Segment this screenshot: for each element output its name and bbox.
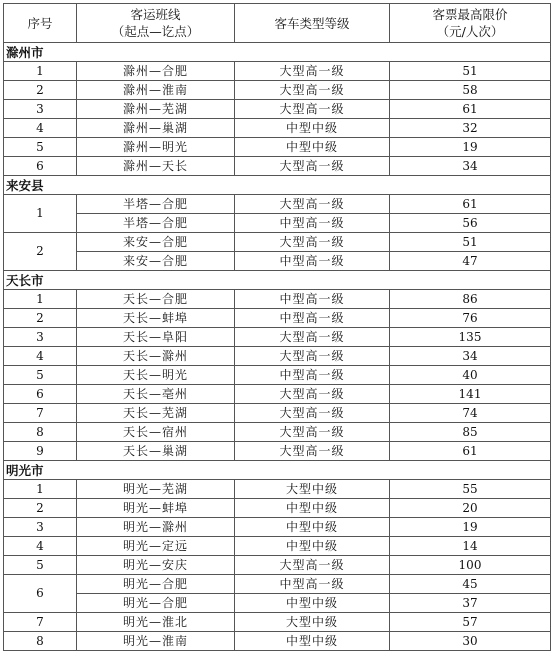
price-cell: 100 xyxy=(390,556,551,575)
route-cell: 明光—淮南 xyxy=(77,632,235,651)
seq-cell: 5 xyxy=(4,366,77,385)
grade-cell: 中型高一级 xyxy=(235,290,390,309)
grade-cell: 大型高一级 xyxy=(235,100,390,119)
route-cell: 明光—安庆 xyxy=(77,556,235,575)
table-row xyxy=(4,252,551,271)
header-route-line2: （起点—讫点） xyxy=(111,24,200,39)
route-cell: 天长—芜湖 xyxy=(77,404,235,423)
route-cell: 来安—合肥 xyxy=(77,233,235,252)
grade-cell: 大型高一级 xyxy=(235,62,390,81)
seq-cell: 7 xyxy=(4,613,77,632)
route-cell: 明光—蚌埠 xyxy=(77,499,235,518)
seq-cell: 4 xyxy=(4,537,77,556)
section-title: 明光市 xyxy=(4,461,551,480)
table-row xyxy=(4,556,551,575)
table-row xyxy=(4,100,551,119)
section-title: 滁州市 xyxy=(4,43,551,62)
table-row xyxy=(4,594,551,613)
route-cell: 来安—合肥 xyxy=(77,252,235,271)
price-cell: 34 xyxy=(390,347,551,366)
seq-cell: 3 xyxy=(4,518,77,537)
table-row xyxy=(4,385,551,404)
route-cell: 滁州—合肥 xyxy=(77,62,235,81)
grade-cell: 大型中级 xyxy=(235,613,390,632)
seq-cell: 7 xyxy=(4,404,77,423)
price-cell: 37 xyxy=(390,594,551,613)
seq-cell: 4 xyxy=(4,347,77,366)
table-row xyxy=(4,328,551,347)
header-price-line1: 客票最高限价 xyxy=(432,7,508,22)
price-cell: 61 xyxy=(390,442,551,461)
grade-cell: 大型高一级 xyxy=(235,404,390,423)
seq-cell: 5 xyxy=(4,138,77,157)
table-row xyxy=(4,138,551,157)
header-row xyxy=(4,4,551,43)
table-row xyxy=(4,632,551,651)
fare-limit-table xyxy=(3,3,551,651)
grade-cell: 大型高一级 xyxy=(235,385,390,404)
page xyxy=(3,3,551,651)
grade-cell: 大型高一级 xyxy=(235,233,390,252)
price-cell: 19 xyxy=(390,138,551,157)
route-cell: 滁州—巢湖 xyxy=(77,119,235,138)
route-cell: 滁州—天长 xyxy=(77,157,235,176)
price-cell: 30 xyxy=(390,632,551,651)
route-cell: 天长—宿州 xyxy=(77,423,235,442)
table-body xyxy=(4,43,551,651)
route-cell: 明光—滁州 xyxy=(77,518,235,537)
header-route xyxy=(77,4,235,43)
price-cell: 61 xyxy=(390,195,551,214)
table-row xyxy=(4,347,551,366)
price-cell: 19 xyxy=(390,518,551,537)
seq-cell: 2 xyxy=(4,309,77,328)
grade-cell: 中型中级 xyxy=(235,138,390,157)
seq-cell: 1 xyxy=(4,195,77,233)
grade-cell: 大型中级 xyxy=(235,480,390,499)
grade-cell: 中型中级 xyxy=(235,518,390,537)
route-cell: 天长—蚌埠 xyxy=(77,309,235,328)
price-cell: 51 xyxy=(390,233,551,252)
price-cell: 141 xyxy=(390,385,551,404)
seq-cell: 8 xyxy=(4,632,77,651)
table-row xyxy=(4,499,551,518)
header-grade: 客车类型等级 xyxy=(235,4,390,43)
table-row xyxy=(4,575,551,594)
price-cell: 47 xyxy=(390,252,551,271)
header-seq: 序号 xyxy=(4,4,77,43)
table-row xyxy=(4,119,551,138)
table-row xyxy=(4,518,551,537)
grade-cell: 中型高一级 xyxy=(235,309,390,328)
price-cell: 40 xyxy=(390,366,551,385)
route-cell: 滁州—淮南 xyxy=(77,81,235,100)
table-row xyxy=(4,195,551,214)
price-cell: 86 xyxy=(390,290,551,309)
table-row xyxy=(4,423,551,442)
grade-cell: 中型中级 xyxy=(235,499,390,518)
table-row xyxy=(4,480,551,499)
price-cell: 56 xyxy=(390,214,551,233)
seq-cell: 1 xyxy=(4,62,77,81)
price-cell: 57 xyxy=(390,613,551,632)
seq-cell: 1 xyxy=(4,480,77,499)
route-cell: 滁州—芜湖 xyxy=(77,100,235,119)
table-row xyxy=(4,233,551,252)
table-row xyxy=(4,214,551,233)
route-cell: 滁州—明光 xyxy=(77,138,235,157)
table-row xyxy=(4,442,551,461)
grade-cell: 大型高一级 xyxy=(235,442,390,461)
seq-cell: 8 xyxy=(4,423,77,442)
route-cell: 天长—明光 xyxy=(77,366,235,385)
route-cell: 明光—定远 xyxy=(77,537,235,556)
section-title: 来安县 xyxy=(4,176,551,195)
grade-cell: 大型高一级 xyxy=(235,81,390,100)
table-row xyxy=(4,404,551,423)
section-row xyxy=(4,271,551,290)
seq-cell: 2 xyxy=(4,499,77,518)
route-cell: 天长—巢湖 xyxy=(77,442,235,461)
header-price-line2: （元/人次） xyxy=(436,24,504,39)
route-cell: 天长—滁州 xyxy=(77,347,235,366)
table-header xyxy=(4,4,551,43)
table-row xyxy=(4,366,551,385)
grade-cell: 大型高一级 xyxy=(235,347,390,366)
table-row xyxy=(4,290,551,309)
price-cell: 14 xyxy=(390,537,551,556)
grade-cell: 中型中级 xyxy=(235,537,390,556)
grade-cell: 大型高一级 xyxy=(235,423,390,442)
seq-cell: 4 xyxy=(4,119,77,138)
grade-cell: 中型中级 xyxy=(235,594,390,613)
price-cell: 85 xyxy=(390,423,551,442)
route-cell: 半塔—合肥 xyxy=(77,195,235,214)
price-cell: 76 xyxy=(390,309,551,328)
route-cell: 明光—芜湖 xyxy=(77,480,235,499)
seq-cell: 6 xyxy=(4,157,77,176)
price-cell: 135 xyxy=(390,328,551,347)
grade-cell: 中型中级 xyxy=(235,632,390,651)
grade-cell: 大型高一级 xyxy=(235,328,390,347)
grade-cell: 大型高一级 xyxy=(235,556,390,575)
price-cell: 74 xyxy=(390,404,551,423)
price-cell: 20 xyxy=(390,499,551,518)
route-cell: 明光—淮北 xyxy=(77,613,235,632)
section-title: 天长市 xyxy=(4,271,551,290)
header-price xyxy=(390,4,551,43)
price-cell: 34 xyxy=(390,157,551,176)
price-cell: 61 xyxy=(390,100,551,119)
route-cell: 天长—亳州 xyxy=(77,385,235,404)
grade-cell: 中型高一级 xyxy=(235,366,390,385)
seq-cell: 2 xyxy=(4,81,77,100)
table-row xyxy=(4,157,551,176)
route-cell: 天长—合肥 xyxy=(77,290,235,309)
seq-cell: 6 xyxy=(4,575,77,613)
table-row xyxy=(4,309,551,328)
route-cell: 天长—阜阳 xyxy=(77,328,235,347)
price-cell: 45 xyxy=(390,575,551,594)
grade-cell: 中型高一级 xyxy=(235,575,390,594)
section-row xyxy=(4,43,551,62)
price-cell: 58 xyxy=(390,81,551,100)
seq-cell: 3 xyxy=(4,328,77,347)
route-cell: 明光—合肥 xyxy=(77,594,235,613)
header-route-line1: 客运班线 xyxy=(130,7,181,22)
price-cell: 51 xyxy=(390,62,551,81)
section-row xyxy=(4,461,551,480)
table-row xyxy=(4,537,551,556)
grade-cell: 大型高一级 xyxy=(235,195,390,214)
grade-cell: 中型高一级 xyxy=(235,252,390,271)
grade-cell: 大型高一级 xyxy=(235,157,390,176)
seq-cell: 5 xyxy=(4,556,77,575)
table-row xyxy=(4,62,551,81)
price-cell: 55 xyxy=(390,480,551,499)
route-cell: 半塔—合肥 xyxy=(77,214,235,233)
grade-cell: 中型高一级 xyxy=(235,214,390,233)
seq-cell: 6 xyxy=(4,385,77,404)
seq-cell: 9 xyxy=(4,442,77,461)
seq-cell: 2 xyxy=(4,233,77,271)
seq-cell: 3 xyxy=(4,100,77,119)
section-row xyxy=(4,176,551,195)
table-row xyxy=(4,81,551,100)
price-cell: 32 xyxy=(390,119,551,138)
seq-cell: 1 xyxy=(4,290,77,309)
route-cell: 明光—合肥 xyxy=(77,575,235,594)
grade-cell: 中型中级 xyxy=(235,119,390,138)
table-row xyxy=(4,613,551,632)
